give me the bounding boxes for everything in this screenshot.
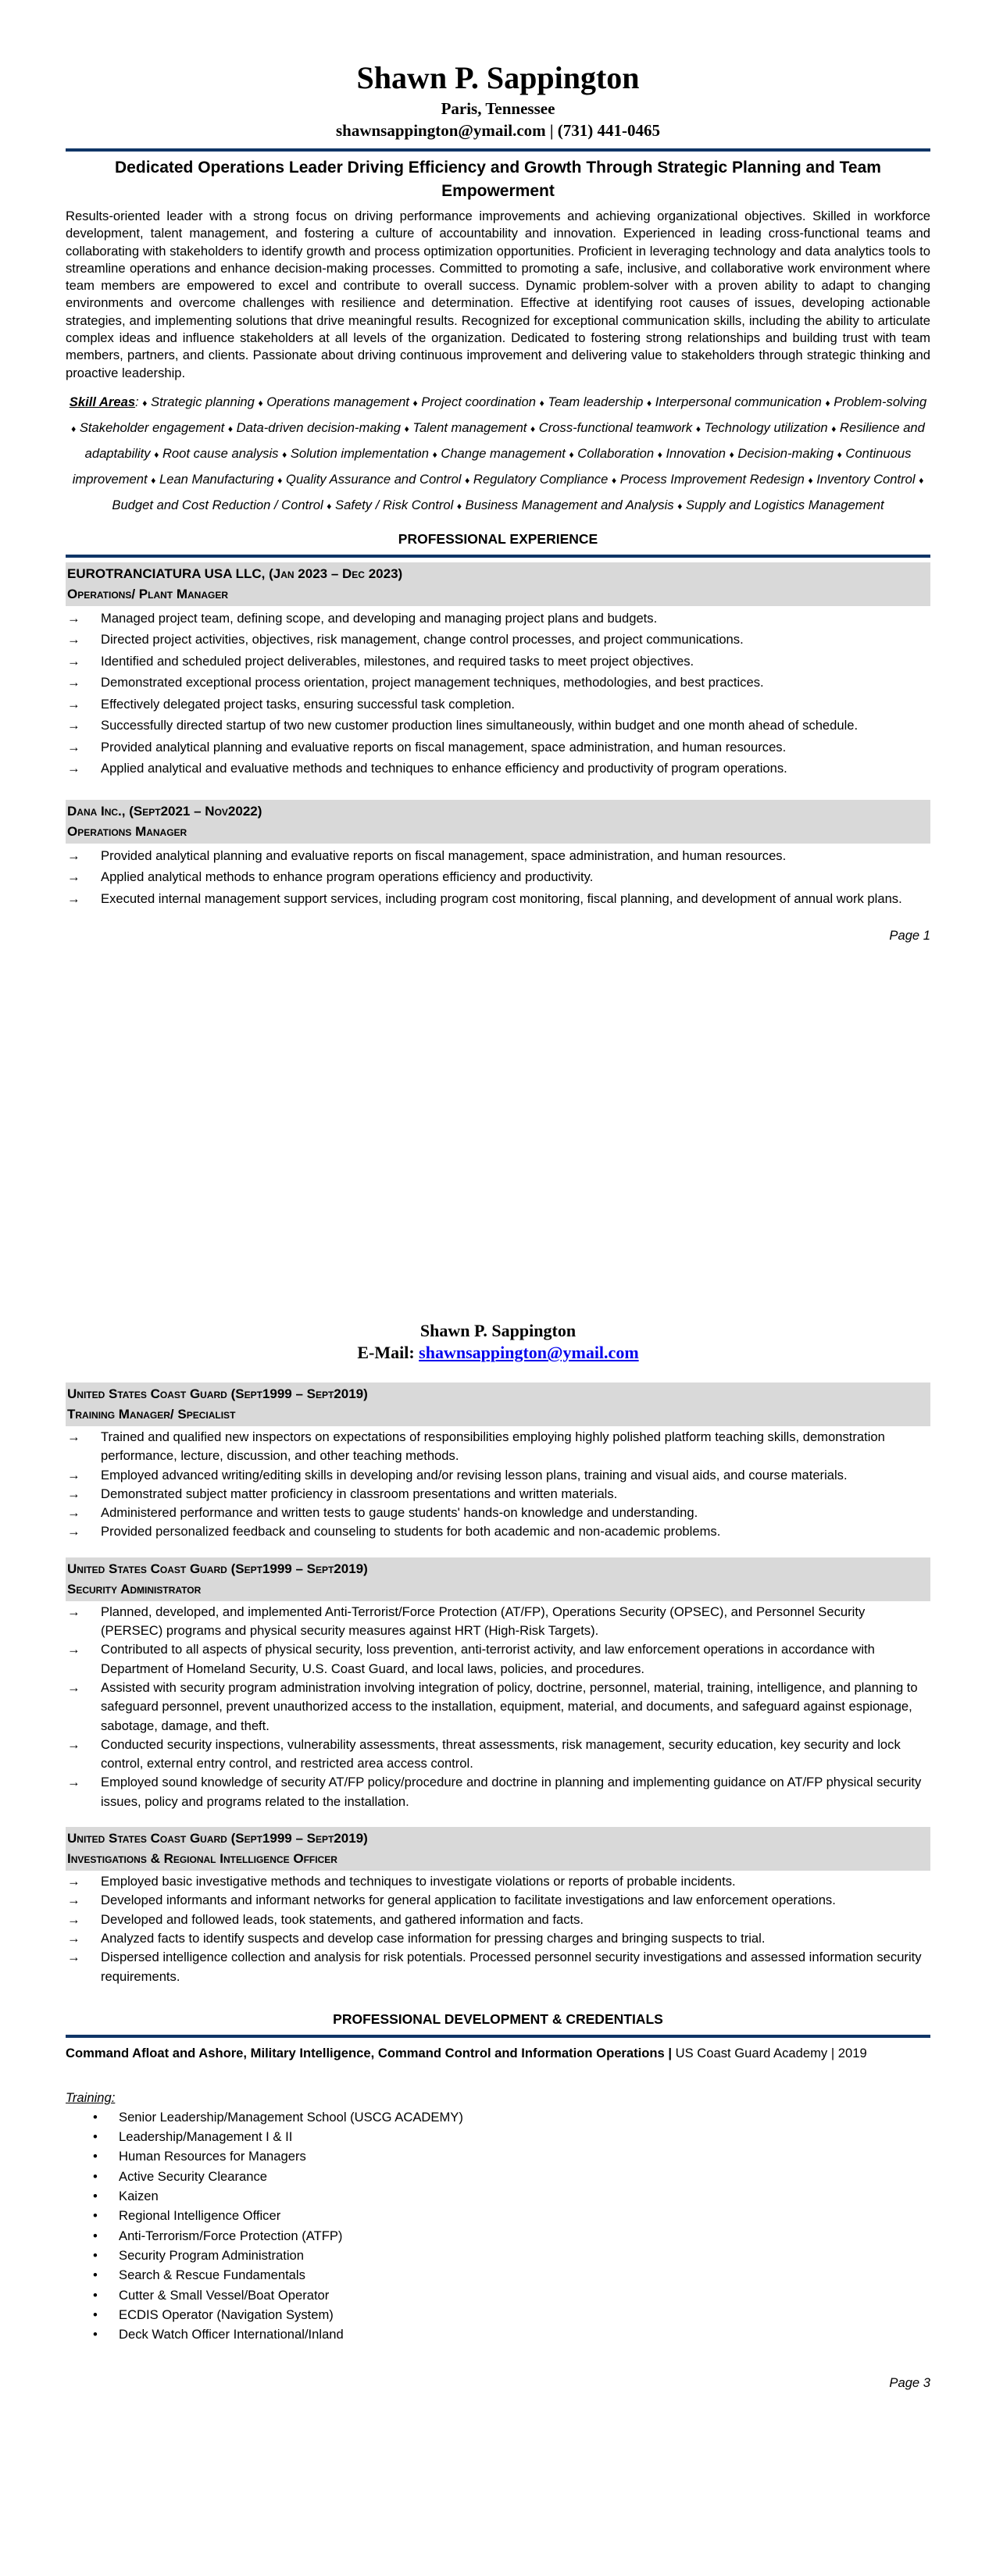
job-entry <box>66 1827 930 1986</box>
diamond-separator-icon: ♦ <box>831 423 837 434</box>
skill-item: Process Improvement Redesign <box>619 471 805 487</box>
training-item-text: Cutter & Small Vessel/Boat Operator <box>119 2287 330 2303</box>
bullet-dot-icon: • <box>93 2327 98 2342</box>
diamond-separator-icon: ♦ <box>282 448 287 460</box>
training-item <box>66 2146 930 2166</box>
training-item-text: Human Resources for Managers <box>119 2149 306 2164</box>
diamond-separator-icon: ♦ <box>432 448 437 460</box>
job-bullet <box>66 1428 930 1466</box>
experience-list-continued <box>66 1383 930 1986</box>
skill-item: Safety / Risk Control <box>335 497 454 512</box>
arrow-right-icon: → <box>67 1524 80 1540</box>
job-header <box>66 1383 930 1426</box>
job-bullet <box>66 651 930 673</box>
arrow-right-icon: → <box>67 1911 80 1927</box>
job-bullet <box>66 1736 930 1774</box>
training-item-text: Senior Leadership/Management School (USCG ACADEMY) <box>119 2109 463 2125</box>
job-company: Dana Inc., <box>67 803 126 819</box>
diamond-separator-icon: ♦ <box>729 448 734 460</box>
email-line <box>66 1342 930 1364</box>
job-bullet <box>66 715 930 737</box>
job-entry <box>66 562 930 780</box>
job-bullet <box>66 629 930 651</box>
job-bullets <box>66 608 930 780</box>
job-title: Training Manager/ Specialist <box>67 1407 236 1422</box>
skill-item: Cross-functional teamwork <box>538 419 693 435</box>
skill-item: Stakeholder engagement <box>79 419 225 435</box>
job-bullet-text: Applied analytical and evaluative methods and techniques to enhance efficiency and productivity of program operations. <box>101 761 787 776</box>
job-bullet <box>66 1522 930 1541</box>
arrow-right-icon: → <box>67 1505 80 1521</box>
arrow-right-icon: → <box>67 1950 80 1965</box>
diamond-separator-icon: ♦ <box>530 423 536 434</box>
skill-item: Talent management <box>412 419 527 435</box>
skill-item: Business Management and Analysis <box>465 497 674 512</box>
job-bullet-text: Managed project team, defining scope, and developing and managing project plans and budgets. <box>101 610 658 626</box>
training-item-text: Deck Watch Officer International/Inland <box>119 2327 344 2342</box>
job-company: United States Coast Guard <box>67 1386 227 1401</box>
credentials-divider <box>66 2035 930 2038</box>
candidate-name-header: Shawn P. Sappington <box>419 1321 577 1340</box>
skill-item: Inventory Control <box>816 471 916 487</box>
skill-item: Continuous improvement <box>72 445 912 487</box>
job-bullet <box>66 1603 930 1641</box>
skill-item: Root cause analysis <box>162 445 279 461</box>
bullet-dot-icon: • <box>93 2109 98 2125</box>
arrow-right-icon: → <box>67 632 80 648</box>
job-title: Operations/ Plant Manager <box>67 586 229 601</box>
skill-item: Solution implementation <box>290 445 429 461</box>
training-item <box>66 2265 930 2285</box>
diamond-separator-icon: ♦ <box>611 474 617 486</box>
job-bullets <box>66 1603 930 1811</box>
training-item <box>66 2127 930 2146</box>
training-item-text: Leadership/Management I & II <box>119 2129 293 2145</box>
job-bullet <box>66 758 930 780</box>
skill-item: Lean Manufacturing <box>159 471 274 487</box>
job-entry <box>66 800 930 910</box>
skill-item: Problem-solving <box>834 394 927 409</box>
bullet-dot-icon: • <box>93 2168 98 2184</box>
bullet-dot-icon: • <box>93 2267 98 2283</box>
job-company-line <box>67 564 930 584</box>
bullet-dot-icon: • <box>93 2189 98 2204</box>
bullet-dot-icon: • <box>93 2149 98 2164</box>
header-divider <box>66 148 930 152</box>
job-bullet <box>66 888 930 910</box>
arrow-right-icon: → <box>67 1874 80 1889</box>
job-bullet <box>66 1679 930 1736</box>
arrow-right-icon: → <box>67 718 80 733</box>
job-bullets <box>66 845 930 910</box>
page-number: Page 3 <box>889 2375 930 2391</box>
job-entry <box>66 1383 930 1542</box>
job-title: Operations Manager <box>67 823 187 839</box>
arrow-right-icon: → <box>67 1642 80 1657</box>
training-item-text: ECDIS Operator (Navigation System) <box>119 2307 334 2322</box>
credential-institution: US Coast Guard Academy | 2019 <box>672 2045 867 2060</box>
skill-item: Strategic planning <box>151 394 255 409</box>
job-bullet-text: Provided personalized feedback and counseling to students for both academic and non-academic problems. <box>101 1524 721 1540</box>
job-bullet <box>66 737 930 758</box>
training-item-text: Kaizen <box>119 2189 159 2204</box>
diamond-separator-icon: ♦ <box>412 397 418 409</box>
job-company-line <box>67 1559 930 1579</box>
training-item <box>66 2226 930 2246</box>
skill-areas-label: Skill Areas <box>69 394 136 409</box>
job-bullet <box>66 608 930 630</box>
skill-item: Technology utilization <box>704 419 828 435</box>
section-title-credentials: PROFESSIONAL DEVELOPMENT & CREDENTIALS <box>333 2010 663 2027</box>
bullet-dot-icon: • <box>93 2307 98 2322</box>
job-bullet-text: Employed advanced writing/editing skills in developing and/or revising lesson plans, training and visual aids, and course materials. <box>101 1467 848 1482</box>
skill-item: Data-driven decision-making <box>236 419 401 435</box>
job-bullet-text: Dispersed intelligence collection and analysis for risk potentials. Processed personnel security investigations and assessed information security requirements. <box>101 1950 922 1984</box>
skill-areas-colon: : <box>135 394 139 409</box>
training-item-text: Anti-Terrorism/Force Protection (ATFP) <box>119 2228 343 2243</box>
experience-divider <box>66 555 930 558</box>
job-bullet-text: Employed sound knowledge of security AT/FP policy/procedure and doctrine in planning and implementing guidance on AT/FP physical security issues, policy and programs related to the installation. <box>101 1775 922 1809</box>
training-item <box>66 2305 930 2324</box>
skill-item: Regulatory Compliance <box>473 471 609 487</box>
job-company: United States Coast Guard <box>67 1561 227 1576</box>
diamond-separator-icon: ♦ <box>151 474 156 486</box>
job-bullet-text: Contributed to all aspects of physical security, loss prevention, anti-terrorist activity, and law enforcement operations in accordance with Department of Homeland Security, U.S. Coast Guard, and local laws, policies, and procedures. <box>101 1642 875 1676</box>
resume-headline: Dedicated Operations Leader Driving Efficiency and Growth Through Strategic Planning and Team Empowerment <box>115 159 881 200</box>
job-company: United States Coast Guard <box>67 1831 227 1846</box>
job-company: EUROTRANCIATURA USA LLC, <box>67 566 266 581</box>
job-bullet-text: Effectively delegated project tasks, ensuring successful task completion. <box>101 696 516 712</box>
diamond-separator-icon: ♦ <box>695 423 701 434</box>
credential-entry <box>66 2043 930 2064</box>
job-header <box>66 562 930 606</box>
diamond-separator-icon: ♦ <box>657 448 662 460</box>
arrow-right-icon: → <box>67 1736 80 1752</box>
job-bullet <box>66 1948 930 1986</box>
job-header <box>66 1827 930 1871</box>
job-company-line <box>67 1829 930 1849</box>
job-bullet-text: Trained and qualified new inspectors on expectations of responsibilities employing highly polished platform teaching skills, demonstration performance, lecture, discussion, and other teaching methods. <box>101 1429 885 1464</box>
training-label: Training: <box>66 2089 116 2105</box>
arrow-right-icon: → <box>67 1486 80 1501</box>
arrow-right-icon: → <box>67 675 80 690</box>
job-bullet-text: Identified and scheduled project deliverables, milestones, and required tasks to meet project objectives. <box>101 653 694 669</box>
diamond-separator-icon: ♦ <box>677 500 683 512</box>
skill-item: Interpersonal communication <box>655 394 822 409</box>
training-item <box>66 2107 930 2127</box>
training-item-text: Search & Rescue Fundamentals <box>119 2267 305 2283</box>
bullet-dot-icon: • <box>93 2228 98 2243</box>
job-bullet-text: Successfully directed startup of two new customer production lines simultaneously, within budget and one month ahead of schedule. <box>101 718 859 733</box>
training-item-text: Active Security Clearance <box>119 2168 267 2184</box>
arrow-right-icon: → <box>67 1429 80 1444</box>
diamond-separator-icon: ♦ <box>825 397 830 409</box>
job-bullet-text: Administered performance and written tests to gauge students' hands-on knowledge and understanding. <box>101 1505 698 1521</box>
job-bullet <box>66 1773 930 1811</box>
job-bullet-text: Developed and followed leads, took statements, and gathered information and facts. <box>101 1911 584 1927</box>
job-bullet <box>66 1891 930 1910</box>
job-bullet <box>66 866 930 888</box>
training-list <box>66 2107 930 2345</box>
skill-item: Innovation <box>666 445 726 461</box>
arrow-right-icon: → <box>67 890 80 906</box>
job-bullet <box>66 1640 930 1679</box>
skill-item: Collaboration <box>577 445 655 461</box>
training-item <box>66 2324 930 2344</box>
job-dates: (Sept2021 – Nov2022) <box>129 803 262 819</box>
diamond-separator-icon: ♦ <box>569 448 574 460</box>
arrow-right-icon: → <box>67 1679 80 1695</box>
job-bullet-text: Demonstrated exceptional process orientation, project management techniques, methodologies, and best practices. <box>101 675 764 690</box>
diamond-separator-icon: ♦ <box>142 397 148 409</box>
job-bullet <box>66 1929 930 1948</box>
arrow-right-icon: → <box>67 1604 80 1619</box>
job-entry <box>66 1557 930 1811</box>
skill-item: Resilience and adaptability <box>84 419 925 461</box>
job-bullets <box>66 1872 930 1986</box>
job-bullet-text: Applied analytical methods to enhance program operations efficiency and productivity. <box>101 869 594 885</box>
diamond-separator-icon: ♦ <box>456 500 462 512</box>
arrow-right-icon: → <box>67 1893 80 1908</box>
job-bullet-text: Developed informants and informant networks for general application to facilitate investigations and law enforcement operations. <box>101 1893 836 1908</box>
job-bullet <box>66 1504 930 1522</box>
skill-item: Operations management <box>266 394 409 409</box>
job-bullet-text: Executed internal management support services, including program cost monitoring, fiscal planning, and development of annual work plans. <box>101 890 902 906</box>
job-bullet <box>66 845 930 867</box>
job-title: Investigations & Regional Intelligence Officer <box>67 1851 337 1867</box>
arrow-right-icon: → <box>67 653 80 669</box>
diamond-separator-icon: ♦ <box>465 474 470 486</box>
arrow-right-icon: → <box>67 1467 80 1482</box>
bullet-dot-icon: • <box>93 2247 98 2263</box>
job-title: Security Administrator <box>67 1581 202 1597</box>
job-bullet-text: Demonstrated subject matter proficiency in classroom presentations and written materials. <box>101 1486 618 1501</box>
diamond-separator-icon: ♦ <box>227 423 234 434</box>
skill-areas-list <box>71 394 926 512</box>
professional-summary: Results-oriented leader with a strong focus on driving performance improvements and achieving organizational objectives. Skilled in workforce development, talent management, and fostering a culture of accountability and innovation. Experienced in leading cross-functional teams and collaborating with stakeholders to identify growth and process optimization opportunities. Proficient in leveraging technology and data analytics tools to streamline operations and enhance decision-making processes. Committed to promoting a safe, inclusive, and collaborative work environment where team members are empowered to excel and contribute to overall success. Dynamic problem-solver with a proven ability to adapt to changing environments and overcome challenges with resilience and determination. Effective at identifying root causes of issues, developing actionable strategies, and implementing solutions that drive meaningful results. Recognized for exceptional communication skills, including the ability to articulate complex ideas and influence stakeholders at all levels of the organization. Dedicated to fostering strong relationships and building trust with team members, partners, and clients. Passionate about driving continuous improvement and delivering value to stakeholders through strategic thinking and proactive leadership. <box>66 209 930 380</box>
experience-list <box>66 562 930 910</box>
training-item <box>66 2206 930 2225</box>
job-bullet-text: Planned, developed, and implemented Anti-Terrorist/Force Protection (AT/FP), Operations Security (OPSEC), and Personnel Security (PERSEC) programs and physical security measures against HRT (High-Risk Targets). <box>101 1604 866 1639</box>
job-dates: (Sept1999 – Sept2019) <box>230 1831 368 1846</box>
skill-item: Decision-making <box>737 445 834 461</box>
diamond-separator-icon: ♦ <box>277 474 283 486</box>
skill-areas <box>66 390 930 519</box>
job-bullet <box>66 694 930 715</box>
candidate-location: Paris, Tennessee <box>441 99 555 118</box>
job-dates: (Sept1999 – Sept2019) <box>230 1561 368 1576</box>
job-bullets <box>66 1428 930 1542</box>
job-bullet-text: Conducted security inspections, vulnerability assessments, threat assessments, risk management, security education, key security and lock control, external entry control, and restricted area access control. <box>101 1736 901 1771</box>
skill-item: Change management <box>441 445 566 461</box>
training-item <box>66 2285 930 2305</box>
diamond-separator-icon: ♦ <box>258 397 263 409</box>
credential-program: Command Afloat and Ashore, Military Intelligence, Command Control and Information Operations | <box>66 2045 673 2060</box>
candidate-contact: shawnsappington@ymail.com | (731) 441-0465 <box>335 121 661 140</box>
page-number: Page 1 <box>889 928 930 944</box>
diamond-separator-icon: ♦ <box>539 397 544 409</box>
job-bullet-text: Assisted with security program administration involving integration of policy, doctrine, personnel, material, training, intelligence, and planning to safeguard personnel, prevent unauthorized access to the installation, equipment, material, and documents, and safeguard against espionage, sabotage, damage, and theft. <box>101 1679 918 1733</box>
skill-item: Budget and Cost Reduction / Control <box>112 497 323 512</box>
job-company-line <box>67 801 930 822</box>
job-bullet <box>66 1466 930 1485</box>
email-link[interactable]: shawnsappington@ymail.com <box>419 1343 639 1362</box>
arrow-right-icon: → <box>67 761 80 776</box>
arrow-right-icon: → <box>67 847 80 863</box>
diamond-separator-icon: ♦ <box>71 423 77 434</box>
arrow-right-icon: → <box>67 739 80 755</box>
training-item-text: Regional Intelligence Officer <box>119 2208 281 2224</box>
training-item <box>66 2246 930 2265</box>
job-bullet-text: Provided analytical planning and evaluative reports on fiscal management, space administration, and human resources. <box>101 847 787 863</box>
diamond-separator-icon: ♦ <box>647 397 652 409</box>
bullet-dot-icon: • <box>93 2208 98 2224</box>
skill-item: Team leadership <box>548 394 644 409</box>
section-title-experience: PROFESSIONAL EXPERIENCE <box>398 530 598 547</box>
skill-item: Quality Assurance and Control <box>286 471 462 487</box>
arrow-right-icon: → <box>67 610 80 626</box>
diamond-separator-icon: ♦ <box>808 474 813 486</box>
job-bullet-text: Directed project activities, objectives, risk management, change control processes, and project communications. <box>101 632 744 648</box>
bullet-dot-icon: • <box>93 2129 98 2145</box>
training-item <box>66 2167 930 2186</box>
skill-item: Supply and Logistics Management <box>685 497 884 512</box>
email-label: E-Mail: <box>357 1343 415 1362</box>
bullet-dot-icon: • <box>93 2287 98 2303</box>
skill-item: Project coordination <box>421 394 536 409</box>
training-item-text: Security Program Administration <box>119 2247 305 2263</box>
job-header <box>66 800 930 844</box>
job-bullet <box>66 1872 930 1891</box>
diamond-separator-icon: ♦ <box>154 448 159 460</box>
job-dates: (Sept1999 – Sept2019) <box>230 1386 368 1401</box>
candidate-name: Shawn P. Sappington <box>356 60 640 95</box>
training-item <box>66 2186 930 2206</box>
diamond-separator-icon: ♦ <box>837 448 842 460</box>
diamond-separator-icon: ♦ <box>327 500 332 512</box>
job-bullet <box>66 1911 930 1929</box>
arrow-right-icon: → <box>67 696 80 712</box>
arrow-right-icon: → <box>67 1930 80 1946</box>
diamond-separator-icon: ♦ <box>404 423 409 434</box>
job-bullet <box>66 1485 930 1504</box>
job-company-line <box>67 1384 930 1404</box>
job-header <box>66 1557 930 1601</box>
job-bullet-text: Analyzed facts to identify suspects and develop case information for pressing charges and bringing suspects to trial. <box>101 1930 766 1946</box>
arrow-right-icon: → <box>67 869 80 885</box>
diamond-separator-icon: ♦ <box>919 474 924 486</box>
job-bullet-text: Employed basic investigative methods and techniques to investigate violations or reports of probable incidents. <box>101 1874 736 1889</box>
job-dates: (Jan 2023 – Dec 2023) <box>269 566 403 581</box>
job-bullet <box>66 672 930 694</box>
job-bullet-text: Provided analytical planning and evaluative reports on fiscal management, space administration, and human resources. <box>101 739 787 755</box>
arrow-right-icon: → <box>67 1775 80 1790</box>
